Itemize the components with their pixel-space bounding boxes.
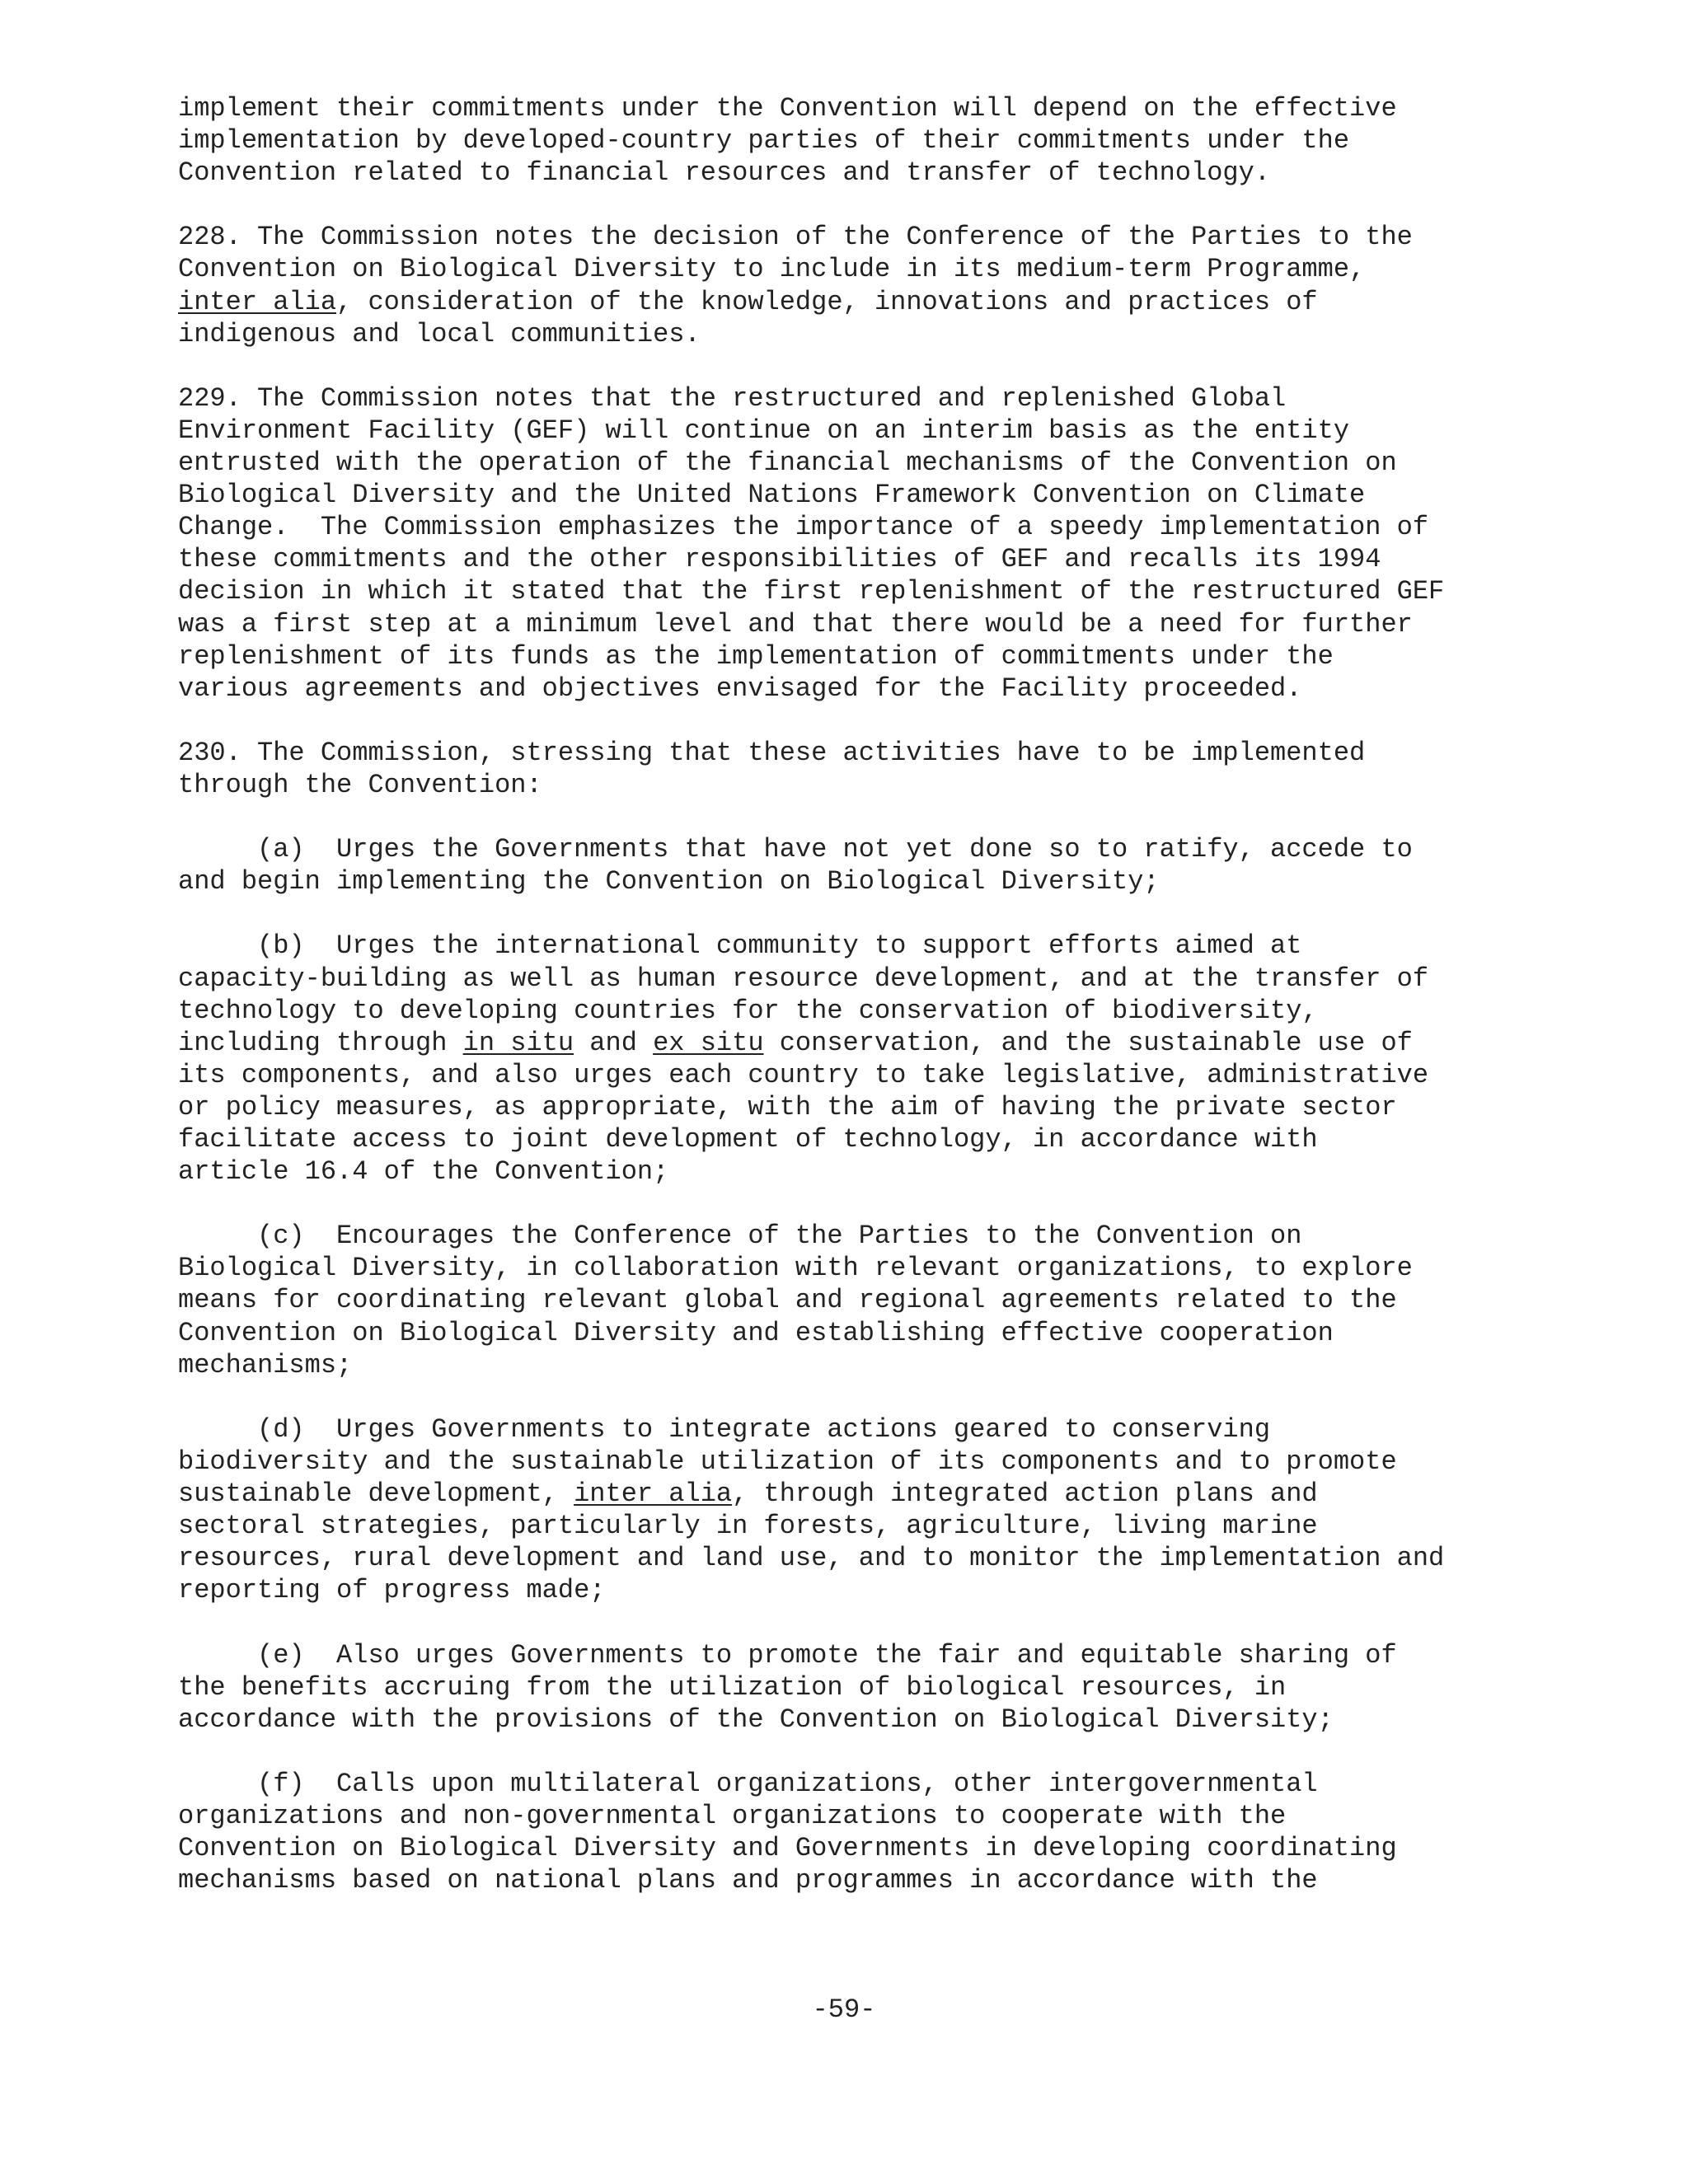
text-segment: indigenous and local communities. xyxy=(178,318,701,349)
text-line xyxy=(178,1317,1563,1349)
paragraph-p230-c xyxy=(178,1220,1563,1380)
text-segment: accordance with the provisions of the Convention on Biological Diversity; xyxy=(178,1704,1334,1735)
text-line xyxy=(178,1671,1563,1704)
text-line xyxy=(178,1832,1563,1864)
text-segment: implement their commitments under the Convention will depend on the effective xyxy=(178,93,1397,124)
text-line xyxy=(178,124,1563,157)
text-segment: the benefits accruing from the utilization of biological resources, in xyxy=(178,1671,1287,1703)
paragraph-p230-a xyxy=(178,833,1563,898)
text-line xyxy=(178,1574,1563,1606)
text-segment: sectoral strategies, particularly in forests, agriculture, living marine xyxy=(178,1511,1318,1542)
text-line xyxy=(178,930,1563,962)
text-segment: and begin implementing the Convention on Biological Diversity; xyxy=(178,866,1160,898)
text-segment: its components, and also urges each country to take legislative, administrative xyxy=(178,1059,1429,1090)
text-segment: capacity-building as well as human resource development, and at the transfer of xyxy=(178,963,1429,994)
text-line xyxy=(178,318,1563,350)
text-segment: these commitments and the other responsibilities of GEF and recalls its 1994 xyxy=(178,544,1381,575)
paragraph-p230-e xyxy=(178,1639,1563,1736)
text-segment: Convention on Biological Diversity to include in its medium-term Programme, xyxy=(178,254,1366,285)
text-segment: implementation by developed-country parties of their commitments under the xyxy=(178,125,1350,157)
text-segment: article 16.4 of the Convention; xyxy=(178,1156,669,1188)
text-segment: , through integrated action plans and xyxy=(732,1479,1318,1510)
text-segment: decision in which it stated that the first replenishment of the restructured GEF xyxy=(178,576,1445,607)
text-segment: organizations and non-governmental organizations to cooperate with the xyxy=(178,1800,1287,1831)
text-line xyxy=(178,673,1563,705)
text-line xyxy=(178,737,1563,769)
underlined-term: ex situ xyxy=(653,1027,764,1058)
text-segment: and xyxy=(574,1027,654,1058)
paragraph-carryover xyxy=(178,92,1563,189)
text-line xyxy=(178,1059,1563,1091)
text-segment: Biological Diversity, in collaboration with relevant organizations, to explore xyxy=(178,1253,1413,1284)
text-segment: Convention on Biological Diversity and establishing effective cooperation xyxy=(178,1317,1334,1348)
text-segment: (e) Also urges Governments to promote the fair and equitable sharing of xyxy=(178,1639,1397,1671)
text-segment: (b) Urges the international community to support efforts aimed at xyxy=(178,930,1302,962)
text-line xyxy=(178,865,1563,898)
text-line xyxy=(178,511,1563,543)
text-segment: mechanisms based on national plans and programmes in accordance with the xyxy=(178,1865,1318,1896)
text-line xyxy=(178,543,1563,575)
text-segment: Change. The Commission emphasizes the importance of a speedy implementation of xyxy=(178,512,1429,543)
text-line xyxy=(178,1800,1563,1832)
text-segment: Convention related to financial resources and transfer of technology. xyxy=(178,157,1271,189)
underlined-term: in situ xyxy=(462,1027,574,1058)
text-segment: Convention on Biological Diversity and Governments in developing coordinating xyxy=(178,1833,1397,1864)
page-number: -59- xyxy=(812,1994,876,2025)
text-segment: (c) Encourages the Conference of the Parties to the Convention on xyxy=(178,1221,1302,1252)
text-line xyxy=(178,1220,1563,1252)
text-segment: mechanisms; xyxy=(178,1349,353,1380)
text-line xyxy=(178,1478,1563,1510)
text-line xyxy=(178,1252,1563,1284)
text-line xyxy=(178,1768,1563,1800)
text-segment: conservation, and the sustainable use of xyxy=(763,1027,1413,1058)
text-segment: entrusted with the operation of the financial mechanisms of the Convention on xyxy=(178,448,1397,479)
text-segment: technology to developing countries for the conservation of biodiversity, xyxy=(178,995,1318,1026)
text-line xyxy=(178,1155,1563,1188)
text-segment: various agreements and objectives envisaged for the Facility proceeded. xyxy=(178,673,1302,704)
text-segment: (d) Urges Governments to integrate actions geared to conserving xyxy=(178,1413,1271,1445)
text-segment: including through xyxy=(178,1027,463,1058)
text-line xyxy=(178,382,1563,415)
underlined-term: inter alia xyxy=(574,1479,733,1510)
paragraph-p230 xyxy=(178,737,1563,801)
text-segment: Environment Facility (GEF) will continue on an interim basis as the entity xyxy=(178,415,1350,446)
text-line xyxy=(178,415,1563,447)
underlined-term: inter alia xyxy=(178,286,337,317)
paragraph-p230-b xyxy=(178,930,1563,1188)
text-line xyxy=(178,995,1563,1027)
text-line xyxy=(178,575,1563,607)
paragraph-p230-f xyxy=(178,1768,1563,1896)
text-segment: sustainable development, xyxy=(178,1479,574,1510)
text-line xyxy=(178,963,1563,995)
text-segment: means for coordinating relevant global and regional agreements related to the xyxy=(178,1285,1397,1316)
paragraph-p228 xyxy=(178,221,1563,349)
text-segment: resources, rural development and land use, and to monitor the implementation and xyxy=(178,1543,1445,1574)
text-segment: (a) Urges the Governments that have not yet done so to ratify, accede to xyxy=(178,834,1413,865)
text-segment: biodiversity and the sustainable utilization of its components and to promote xyxy=(178,1446,1397,1477)
text-line xyxy=(178,1542,1563,1574)
text-line xyxy=(178,833,1563,865)
text-segment: (f) Calls upon multilateral organizations, other intergovernmental xyxy=(178,1768,1318,1799)
text-line xyxy=(178,1284,1563,1316)
text-line xyxy=(178,1027,1563,1059)
text-line xyxy=(178,1123,1563,1155)
text-line xyxy=(178,1864,1563,1896)
text-line xyxy=(178,769,1563,801)
text-segment: 228. The Commission notes the decision of the Conference of the Parties to the xyxy=(178,222,1413,253)
text-line xyxy=(178,157,1563,189)
text-line xyxy=(178,1446,1563,1478)
text-segment: was a first step at a minimum level and that there would be a need for further xyxy=(178,608,1413,640)
text-line xyxy=(178,1091,1563,1123)
text-line xyxy=(178,92,1563,124)
text-line xyxy=(178,608,1563,640)
text-segment: 230. The Commission, stressing that these activities have to be implemented xyxy=(178,737,1366,768)
text-segment: through the Convention: xyxy=(178,769,542,800)
text-line xyxy=(178,1510,1563,1542)
text-line xyxy=(178,1639,1563,1671)
text-segment: or policy measures, as appropriate, with the aim of having the private sector xyxy=(178,1091,1397,1122)
text-line xyxy=(178,221,1563,253)
text-line xyxy=(178,479,1563,511)
text-segment: 229. The Commission notes that the restructured and replenished Global xyxy=(178,382,1287,414)
text-segment: reporting of progress made; xyxy=(178,1575,606,1606)
text-segment: facilitate access to joint development of technology, in accordance with xyxy=(178,1124,1318,1155)
paragraph-p230-d xyxy=(178,1413,1563,1607)
text-segment: Biological Diversity and the United Nations Framework Convention on Climate xyxy=(178,480,1366,511)
text-line xyxy=(178,447,1563,479)
text-line xyxy=(178,253,1563,285)
text-line xyxy=(178,1704,1563,1736)
text-line xyxy=(178,1349,1563,1381)
text-line xyxy=(178,1413,1563,1446)
text-segment: replenishment of its funds as the implementation of commitments under the xyxy=(178,640,1334,672)
paragraph-p229 xyxy=(178,382,1563,705)
text-segment: , consideration of the knowledge, innovations and practices of xyxy=(336,286,1318,317)
document-body xyxy=(178,92,1563,1929)
text-line xyxy=(178,640,1563,673)
text-line xyxy=(178,286,1563,318)
